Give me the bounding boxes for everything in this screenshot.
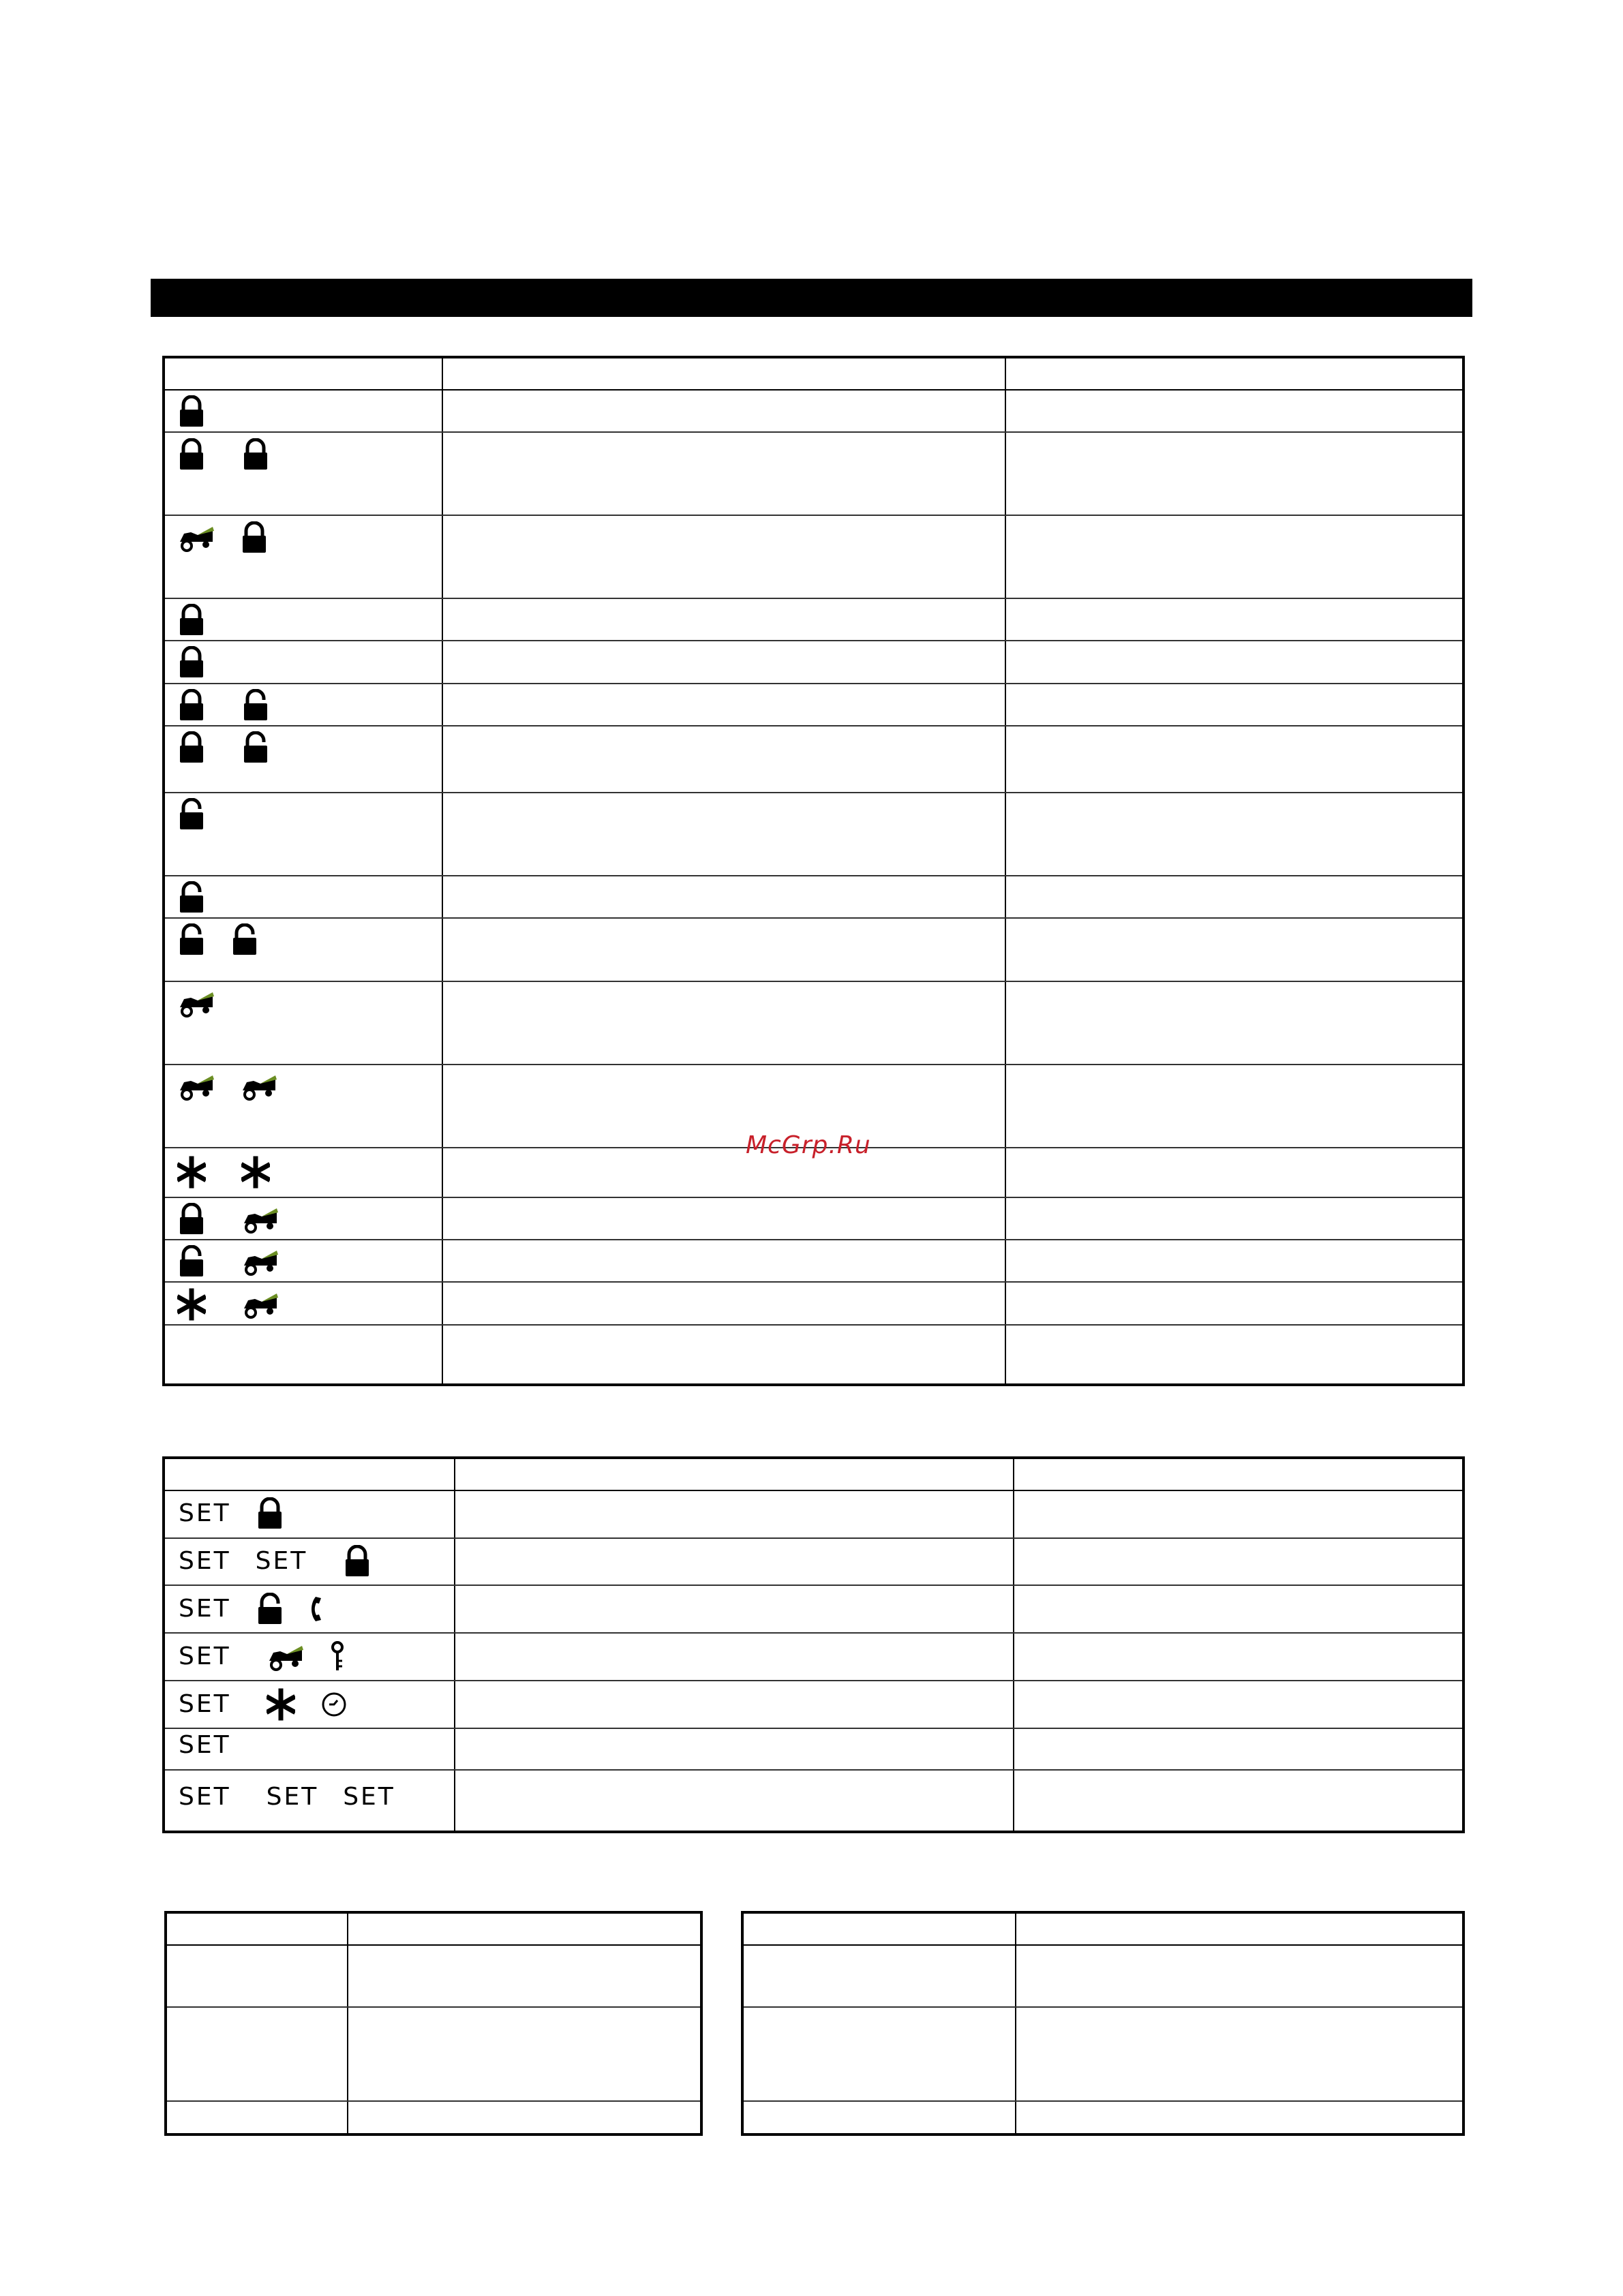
table-row-11-buttons — [177, 987, 215, 1020]
car-open-icon — [267, 1640, 305, 1673]
asterisk-icon — [241, 1156, 270, 1189]
car-open-icon — [241, 1245, 279, 1278]
lock-open-icon — [230, 923, 259, 956]
lock-closed-icon — [240, 521, 269, 554]
lock-open-icon — [177, 923, 206, 956]
car-open-icon — [241, 1288, 279, 1321]
set-row-5-buttons — [179, 1688, 348, 1721]
lock-open-icon — [241, 689, 270, 722]
car-open-icon — [240, 1070, 278, 1103]
table-row-10-buttons — [177, 923, 259, 956]
watermark: McGrp.Ru — [746, 1131, 871, 1159]
button-function-table-1 — [162, 356, 1465, 1386]
table-row-13-buttons — [177, 1156, 270, 1189]
set-button-label: SET — [255, 1547, 308, 1575]
table-row-1-buttons — [177, 395, 206, 428]
set-row-2-buttons — [179, 1545, 371, 1578]
lock-closed-icon — [177, 731, 206, 764]
section-header-bar — [151, 279, 1472, 317]
bottom-right-table — [741, 1911, 1465, 2136]
table-row-2-buttons — [177, 438, 270, 471]
lock-closed-icon — [241, 438, 270, 471]
bottom-left-table — [164, 1911, 703, 2136]
set-button-label: SET — [343, 1783, 395, 1811]
car-open-icon — [241, 1203, 279, 1236]
set-row-3-buttons — [179, 1593, 328, 1625]
set-row-6-buttons — [179, 1733, 231, 1758]
set-row-7-buttons — [179, 1785, 395, 1809]
phone-icon — [309, 1593, 328, 1625]
table-row-16-buttons — [177, 1288, 279, 1321]
lock-open-icon — [177, 881, 206, 914]
set-function-table — [162, 1456, 1465, 1833]
table-row-4-buttons — [177, 604, 206, 637]
set-button-label: SET — [266, 1783, 319, 1811]
set-button-label: SET — [179, 1690, 231, 1718]
set-row-4-buttons — [179, 1640, 346, 1673]
lock-open-icon — [241, 731, 270, 764]
lock-closed-icon — [177, 395, 206, 428]
table-row-7-buttons — [177, 731, 270, 764]
table-row-5-buttons — [177, 646, 206, 679]
set-button-label: SET — [179, 1731, 231, 1759]
lock-closed-icon — [256, 1497, 284, 1530]
set-row-1-buttons — [179, 1497, 284, 1530]
lock-open-icon — [256, 1593, 284, 1625]
set-button-label: SET — [179, 1642, 231, 1670]
lock-open-icon — [177, 1245, 206, 1278]
table-row-6-buttons — [177, 689, 270, 722]
clock-icon — [320, 1688, 348, 1721]
lock-closed-icon — [177, 438, 206, 471]
lock-closed-icon — [343, 1545, 371, 1578]
car-open-icon — [177, 987, 215, 1020]
lock-closed-icon — [177, 1203, 206, 1236]
table-row-12-buttons — [177, 1070, 278, 1103]
key-icon — [329, 1640, 346, 1673]
lock-closed-icon — [177, 604, 206, 637]
table-row-15-buttons — [177, 1245, 279, 1278]
table-row-8-buttons — [177, 798, 206, 831]
set-button-label: SET — [179, 1499, 231, 1527]
asterisk-icon — [267, 1688, 295, 1721]
lock-closed-icon — [177, 689, 206, 722]
lock-open-icon — [177, 798, 206, 831]
set-button-label: SET — [179, 1547, 231, 1575]
set-button-label: SET — [179, 1783, 231, 1811]
car-open-icon — [177, 1070, 215, 1103]
lock-closed-icon — [177, 646, 206, 679]
set-button-label: SET — [179, 1595, 231, 1623]
car-open-icon — [177, 521, 215, 554]
asterisk-icon — [177, 1288, 206, 1321]
table-row-3-buttons — [177, 521, 269, 554]
asterisk-icon — [177, 1156, 206, 1189]
table-row-9-buttons — [177, 881, 206, 914]
table-row-14-buttons — [177, 1203, 279, 1236]
